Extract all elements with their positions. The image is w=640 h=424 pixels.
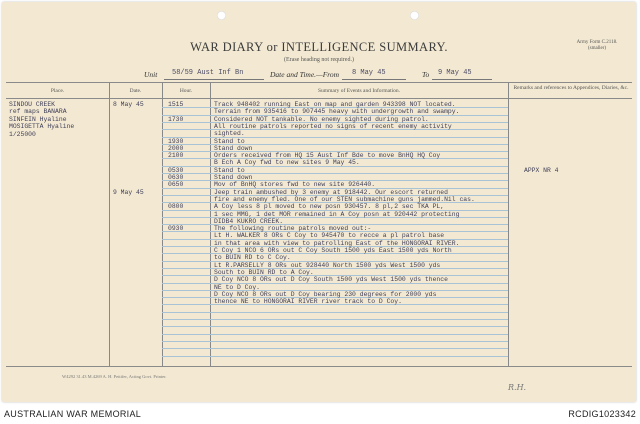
place-line: MOSIGETTA Hyaline [9,123,75,131]
punch-hole [217,11,226,20]
place-line: 1/25000 [9,130,36,138]
entry-summary-line: Track 948402 running East on map and garden 943398 NOT located. [214,101,456,108]
entry-summary-line: Lt R.PARSELLY 8 ORs out 928440 North 1500 yds West 1500 yds [214,261,441,269]
entry-hour: 2100 [168,152,184,160]
entry-summary-line: 1 sec MMG, 1 det MOR remained in A Coy posn at 920442 protecting [214,210,460,218]
place-line: SINFEIN Hyaline [9,115,67,123]
datetime-label: Date and Time.—From [270,70,340,79]
place-line: ref maps BANARA [9,108,67,116]
from-date: 8 May 45 [352,69,386,77]
ruled-line [162,319,508,320]
entry-summary-line: B Ech A Coy fwd to new sites 9 May 45. [214,159,360,167]
entry-hour: 2000 [168,144,184,152]
entry-summary-line: Jeep train ambushed by 3 enemy at 918442. Our escort returned [214,188,448,196]
entry-summary-line: Stand down [214,144,253,152]
ruled-line [162,356,508,357]
column-header-hour: Hour. [179,88,193,94]
column-header-date: Date. [129,88,142,94]
entry-hour: 1730 [168,115,184,123]
to-label: To [422,70,430,79]
handwritten-initials: R.H. [508,383,527,392]
entry-summary-line: DIDB4 KUKRO CREEK. [214,217,284,225]
entry-summary-line: Lt H. WALKER 8 ORs C Coy to 945470 to recce a pl patrol base [214,232,445,240]
entry-hour: 1930 [168,137,184,145]
army-form-label [562,40,632,52]
unit-value: 58/59 Aust Inf Bn [172,69,244,77]
entry-summary-line: in that area with view to patrolling East of the HONGORAI RIVER. [214,239,460,247]
entry-summary-line: Terrain from 935416 to 907445 heavy with undergrowth and swampy. [214,108,460,116]
printer-imprint: W4292 31.43 M.4269 A. H. Pettifer, Acting Govt. Printer. [62,374,167,379]
army-form-note: (smaller) [587,46,607,51]
column-header-remarks: Remarks and references to Appendices, Diaries, &c. [513,85,629,91]
diary-subtitle: (Erase heading not required.) [284,57,354,63]
column-header-summary: Summary of Events and Information. [317,88,401,94]
army-form-number: Army Form C.2118. [576,40,618,45]
collection-caption: AUSTRALIAN WAR MEMORIAL [4,409,142,419]
entry-hour: 0800 [168,203,184,211]
entry-summary-line: Mov of BnHQ stores fwd to new site 926440. [214,181,376,189]
unit-label: Unit [144,70,158,79]
place-line: SINDOU CREEK [9,101,56,108]
entry-hour: 0630 [168,174,184,181]
entry-hour: 1515 [168,101,184,108]
entry-summary-line: The following routine patrols moved out:- [214,225,372,233]
entry-hour: 0650 [168,181,184,189]
entry-summary-line: D Coy NCO 8 ORs out D Coy bearing 230 degrees for 2000 yds [214,290,437,298]
place-entries [9,101,74,138]
ruled-line [162,341,508,342]
remarks-entry: APPX NR 4 [524,167,559,174]
entry-summary-line: NE to D Coy. [214,283,261,291]
column-header-place: Place. [50,88,65,94]
entry-summary-line: A Coy less 8 pl moved to new posn 930457. 8 pl,2 sec TKA PL, [214,203,445,211]
entry-summary-line: to BUIN RD to C Coy. [214,254,291,262]
ruled-line [162,348,508,349]
ruled-line [162,334,508,335]
entry-summary-line: South to BUIN RD to A Coy. [214,268,314,276]
entry-summary-line: D Coy NCO 8 ORs out D Coy South 1500 yds West 1500 yds thence [214,276,448,284]
ruled-line [162,312,508,313]
entry-summary-line: All routine patrols reported no signs of recent enemy activity [214,122,452,130]
entry-summary-line: thence NE to HONGORAI RIVER river track to D Coy. [214,298,402,306]
punch-hole [410,11,419,20]
diary-sheet [2,2,636,402]
entry-hour: 0530 [168,166,184,174]
entry-summary-line: Stand to [214,137,245,145]
ruled-line [162,326,508,327]
entry-summary-line: sighted. [214,130,245,138]
entry-summary-line: Stand to [214,166,245,174]
entry-summary-line: Stand down [214,174,253,181]
entry-summary-line: Orders received from HQ 15 Aust Inf Bde to move BnHQ HQ Coy [214,152,441,160]
to-date: 9 May 45 [438,69,472,77]
entry-summary-line: fire and enemy fled. One of our STEN submachine guns jammed.Nil cas. [214,195,475,203]
entry-summary-line: Considered NOT tankable. No enemy sighted during patrol. [214,115,429,123]
diary-title: WAR DIARY or INTELLIGENCE SUMMARY. [190,40,448,54]
date-entry: 8 May 45 [113,101,144,108]
image-identifier: RCDIG1023342 [568,409,636,419]
date-entry: 9 May 45 [113,189,144,196]
entry-hour: 0930 [168,225,184,233]
entry-summary-line: C Coy 1 NCO 6 ORs out C Coy South 1500 yds East 1500 yds North [214,247,452,254]
